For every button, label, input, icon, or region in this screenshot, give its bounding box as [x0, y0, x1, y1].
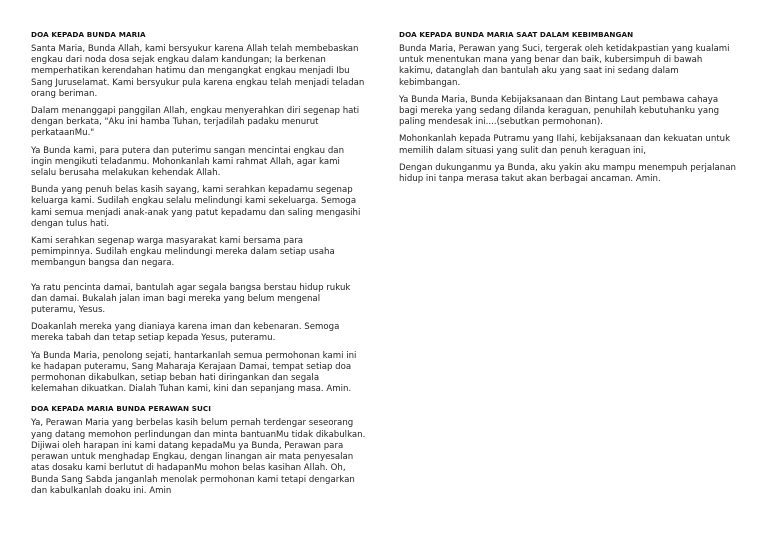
- heading-doa-perawan-suci: DOA KEPADA MARIA BUNDA PERAWAN SUCI: [31, 404, 212, 414]
- right-column: [399, 30, 739, 191]
- left-column: [31, 30, 367, 503]
- paragraph: Ya Bunda Maria, penolong sejati, hantarkanlah semua permohonan kami ini ke hadapan puteramu, Sang Maharaja Kerajaan Damai, tempat setiap doa permohonan dikabulkan, setiap beban hati diringankan dan segala kelemahan dikuatkan. Dialah Tuhan kami, kini dan sepanjang masa. Amin.: [31, 350, 357, 395]
- heading-doa-bunda-maria: DOA KEPADA BUNDA MARIA: [31, 30, 146, 39]
- paragraph: Dengan dukunganmu ya Bunda, aku yakin aku mampu menempuh perjalanan hidup ini tanpa merasa takut akan berbagai ancaman. Amin.: [399, 162, 736, 185]
- paragraph: Bunda Maria, Perawan yang Suci, tergerak oleh ketidakpastian yang kualami untuk menentukan mana yang benar dan baik, kubersimpuh di bawah kakimu, datanglah dan bantulah aku yang saat ini sedang dalam kebimbangan.: [399, 44, 730, 88]
- paragraph: Bunda yang penuh belas kasih sayang, kami serahkan kepadamu segenap keluarga kami. Sudilah engkau selalu melindungi kami sekeluarga. Semoga kami semua menjadi anak-anak yang patut kepadamu dan saling mengasihi dengan tulus hati.: [31, 185, 361, 229]
- paragraph: Ya Bunda Maria, Bunda Kebijaksanaan dan Bintang Laut pembawa cahaya bagi mereka yang sedang dilanda keraguan, penuhilah kebutuhanku yang paling mendesak ini....(sebutkan permohonan).: [399, 94, 720, 128]
- paragraph: Ya Bunda kami, para putera dan puterimu sangan mencintai engkau dan ingin mengikuti teladanmu. Mohonkanlah kami rahmat Allah, agar kami selalu berusaha melakukan kehendak Allah.: [31, 145, 345, 179]
- paragraph: Kami serahkan segenap warga masyarakat kami bersama para pemimpinnya. Sudilah engkau melindungi mereka dalam setiap usaha membangun bangsa dan negara.: [31, 236, 335, 269]
- paragraph: Doakanlah mereka yang dianiaya karena iman dan kebenaran. Semoga mereka tabah dan tetap setiap kepada Yesus, puteramu.: [31, 322, 340, 344]
- paragraph: Mohonkanlah kepada Putramu yang Ilahi, kebijaksanaan dan kekuatan untuk memilih dalam situasi yang sulit dan penuh keraguan ini,: [399, 134, 731, 156]
- paragraph: Dalam menanggapi panggilan Allah, engkau menyerahkan diri segenap hati dengan berkata, "Aku ini hamba Tuhan, terjadilah padaku menurut perkataanMu.": [31, 106, 360, 139]
- heading-doa-kebimbangan: DOA KEPADA BUNDA MARIA SAAT DALAM KEBIMBANGAN: [399, 30, 634, 39]
- paragraph: Ya ratu pencinta damai, bantulah agar segala bangsa berstau hidup rukuk dan damai. Bukalah jalan iman bagi mereka yang belum mengenal puteramu, Yesus.: [31, 282, 351, 316]
- paragraph: Santa Maria, Bunda Allah, kami bersyukur karena Allah telah membebaskan engkau dari noda dosa sejak engkau dalam kandungan; Ia berkenan memperhatikan kerendahan hatimu dan mengangkat engkau menjadi Ibu Sang Juruselamat. Kami bersyukur pula karena engkau telah menjadi teladan orang beriman.: [31, 44, 365, 99]
- paragraph: Ya, Perawan Maria yang berbelas kasih belum pernah terdengar seseorang yang datang memohon perlindungan dan minta bantuanMu tidak dikabulkan. Dijiwai oleh harapan ini kami datang kepadaMu ya Bunda, Perawan para perawan untuk menghadap Engkau, dengan linangan air mata penyesalan atas dosaku kami berlutut di hadapanMu mohon belas kasihan Allah. Oh, Bunda Sang Sabda janganlah menolak permohonan kami tetapi dengarkan dan kabulkanlah doaku ini. Amin: [31, 418, 366, 496]
